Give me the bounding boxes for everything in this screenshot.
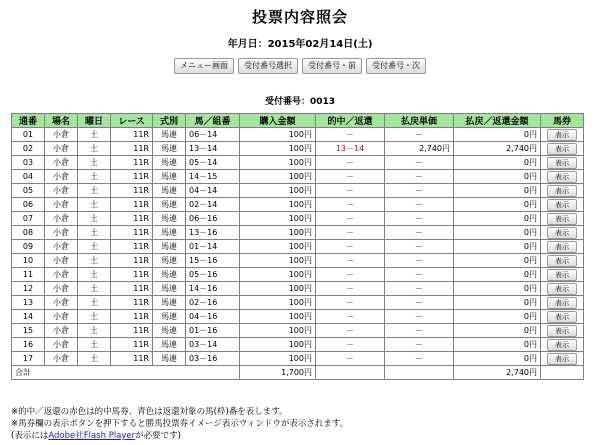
row-number: 09 [12, 240, 45, 254]
payout-cell: 0円 [454, 310, 541, 324]
column-header: 的中／返還 [316, 114, 385, 128]
amount-cell: 100円 [240, 296, 316, 310]
hit-cell: － [316, 352, 385, 366]
ticket-cell [541, 296, 584, 310]
bet-type-cell: 馬連 [153, 324, 186, 338]
row-number: 15 [12, 324, 45, 338]
unit-payout-cell: － [385, 156, 454, 170]
race-cell: 11R [111, 128, 153, 142]
amount-cell: 100円 [240, 352, 316, 366]
total-amount: 1,700円 [240, 366, 316, 380]
bet-type-cell: 馬連 [153, 282, 186, 296]
race-cell: 11R [111, 142, 153, 156]
table-row [12, 198, 584, 212]
day-cell: 土 [78, 170, 111, 184]
day-cell: 土 [78, 212, 111, 226]
hit-cell: － [316, 310, 385, 324]
menu-button[interactable]: メニュー画面 [174, 58, 234, 74]
race-cell: 11R [111, 310, 153, 324]
venue-cell: 小倉 [45, 156, 78, 170]
row-number: 08 [12, 226, 45, 240]
show-ticket-button[interactable]: 表示 [547, 213, 577, 225]
combo-cell: 04－16 [186, 310, 240, 324]
hit-cell: － [316, 128, 385, 142]
row-number: 13 [12, 296, 45, 310]
note-prefix: (表示には [11, 431, 49, 441]
unit-payout-cell: － [385, 170, 454, 184]
combo-cell: 13－14 [186, 142, 240, 156]
ticket-cell [541, 268, 584, 282]
ticket-cell [541, 184, 584, 198]
payout-cell: 0円 [454, 338, 541, 352]
show-ticket-button[interactable]: 表示 [547, 227, 577, 239]
race-cell: 11R [111, 198, 153, 212]
day-cell: 土 [78, 254, 111, 268]
payout-cell: 0円 [454, 156, 541, 170]
combo-cell: 02－16 [186, 296, 240, 310]
date-label: 年月日：2015年02月14日(土) [227, 39, 373, 50]
day-cell: 土 [78, 310, 111, 324]
column-header: 馬券 [541, 114, 584, 128]
day-cell: 土 [78, 338, 111, 352]
bet-type-cell: 馬連 [153, 352, 186, 366]
venue-cell: 小倉 [45, 352, 78, 366]
payout-cell: 0円 [454, 296, 541, 310]
column-header: 馬／組番 [186, 114, 240, 128]
unit-payout-cell: － [385, 324, 454, 338]
payout-cell: 0円 [454, 282, 541, 296]
column-header: 購入金額 [240, 114, 316, 128]
receipt-next-button[interactable]: 受付番号・次 [366, 58, 426, 74]
combo-cell: 05－14 [186, 156, 240, 170]
day-cell: 土 [78, 156, 111, 170]
table-row [12, 212, 584, 226]
table-row [12, 170, 584, 184]
day-cell: 土 [78, 268, 111, 282]
race-cell: 11R [111, 268, 153, 282]
column-header: 払戻／返還金額 [454, 114, 541, 128]
unit-payout-cell: － [385, 240, 454, 254]
venue-cell: 小倉 [45, 128, 78, 142]
amount-cell: 100円 [240, 156, 316, 170]
row-number: 14 [12, 310, 45, 324]
unit-payout-cell: － [385, 226, 454, 240]
column-header: 式別 [153, 114, 186, 128]
amount-cell: 100円 [240, 142, 316, 156]
show-ticket-button[interactable]: 表示 [547, 283, 577, 295]
venue-cell: 小倉 [45, 184, 78, 198]
show-ticket-button[interactable]: 表示 [547, 129, 577, 141]
combo-cell: 13－16 [186, 226, 240, 240]
bet-type-cell: 馬連 [153, 226, 186, 240]
amount-cell: 100円 [240, 170, 316, 184]
bet-type-cell: 馬連 [153, 240, 186, 254]
table-row [12, 282, 584, 296]
payout-cell: 0円 [454, 240, 541, 254]
hit-cell: － [316, 170, 385, 184]
payout-cell: 0円 [454, 212, 541, 226]
show-ticket-button[interactable]: 表示 [547, 241, 577, 253]
hit-cell: － [316, 296, 385, 310]
total-empty-cell [541, 366, 584, 380]
table-row [12, 268, 584, 282]
column-header: 通番 [12, 114, 45, 128]
column-header: 曜日 [78, 114, 111, 128]
combo-cell: 14－16 [186, 282, 240, 296]
row-number: 04 [12, 170, 45, 184]
row-number: 11 [12, 268, 45, 282]
unit-payout-cell: － [385, 254, 454, 268]
combo-cell: 06－16 [186, 212, 240, 226]
race-cell: 11R [111, 324, 153, 338]
page-title: 投票内容照会 [251, 8, 348, 26]
race-cell: 11R [111, 338, 153, 352]
unit-payout-cell: － [385, 296, 454, 310]
unit-payout-cell: － [385, 310, 454, 324]
table-row [12, 142, 584, 156]
ticket-cell [541, 226, 584, 240]
show-ticket-button[interactable]: 表示 [547, 171, 577, 183]
table-row [12, 296, 584, 310]
ticket-cell [541, 310, 584, 324]
race-cell: 11R [111, 282, 153, 296]
venue-cell: 小倉 [45, 310, 78, 324]
show-ticket-button[interactable]: 表示 [547, 255, 577, 267]
table-row [12, 240, 584, 254]
combo-cell: 03－14 [186, 338, 240, 352]
amount-cell: 100円 [240, 338, 316, 352]
bet-table [11, 113, 584, 380]
show-ticket-button[interactable]: 表示 [547, 311, 577, 323]
note-line-1: ※的中／返還の赤色は的中馬券、青色は返還対象の馬(枠)番を表します。 [11, 407, 288, 417]
hit-cell: － [316, 268, 385, 282]
hit-cell: － [316, 324, 385, 338]
column-header: 払戻単価 [385, 114, 454, 128]
ticket-cell [541, 240, 584, 254]
table-row [12, 352, 584, 366]
row-number: 03 [12, 156, 45, 170]
total-empty-cell [316, 366, 385, 380]
race-cell: 11R [111, 184, 153, 198]
unit-payout-cell: － [385, 128, 454, 142]
unit-payout-cell: － [385, 268, 454, 282]
row-number: 07 [12, 212, 45, 226]
total-label: 合計 [12, 366, 240, 380]
row-number: 05 [12, 184, 45, 198]
race-cell: 11R [111, 240, 153, 254]
day-cell: 土 [78, 184, 111, 198]
row-number: 16 [12, 338, 45, 352]
day-cell: 土 [78, 142, 111, 156]
combo-cell: 15－16 [186, 254, 240, 268]
column-header: レース [111, 114, 153, 128]
flash-player-link[interactable]: Adobe社Flash Player [48, 431, 136, 441]
nav-button-row [0, 58, 600, 74]
bet-type-cell: 馬連 [153, 170, 186, 184]
venue-cell: 小倉 [45, 282, 78, 296]
combo-cell: 01－14 [186, 240, 240, 254]
amount-cell: 100円 [240, 212, 316, 226]
hit-cell: － [316, 226, 385, 240]
unit-payout-cell: － [385, 352, 454, 366]
day-cell: 土 [78, 128, 111, 142]
venue-cell: 小倉 [45, 212, 78, 226]
ticket-cell [541, 282, 584, 296]
unit-payout-cell: － [385, 282, 454, 296]
bet-type-cell: 馬連 [153, 338, 186, 352]
amount-cell: 100円 [240, 268, 316, 282]
ticket-cell [541, 352, 584, 366]
combo-cell: 03－16 [186, 352, 240, 366]
table-row [12, 226, 584, 240]
race-cell: 11R [111, 254, 153, 268]
venue-cell: 小倉 [45, 170, 78, 184]
ticket-cell [541, 338, 584, 352]
race-cell: 11R [111, 352, 153, 366]
unit-payout-cell: － [385, 198, 454, 212]
venue-cell: 小倉 [45, 198, 78, 212]
hit-cell: 13－14 [316, 142, 385, 156]
payout-cell: 0円 [454, 324, 541, 338]
amount-cell: 100円 [240, 128, 316, 142]
venue-cell: 小倉 [45, 254, 78, 268]
show-ticket-button[interactable]: 表示 [547, 297, 577, 309]
race-cell: 11R [111, 212, 153, 226]
day-cell: 土 [78, 352, 111, 366]
day-cell: 土 [78, 198, 111, 212]
table-header-row [12, 114, 584, 128]
receipt-number: 受付番号：0013 [264, 97, 336, 107]
bet-type-cell: 馬連 [153, 212, 186, 226]
combo-cell: 02－14 [186, 198, 240, 212]
unit-payout-cell: 2,740円 [385, 142, 454, 156]
hit-cell: － [316, 282, 385, 296]
show-ticket-button[interactable]: 表示 [547, 339, 577, 351]
amount-cell: 100円 [240, 324, 316, 338]
payout-cell: 0円 [454, 198, 541, 212]
ticket-cell [541, 128, 584, 142]
bet-type-cell: 馬連 [153, 310, 186, 324]
payout-cell: 0円 [454, 226, 541, 240]
total-row [12, 366, 584, 380]
amount-cell: 100円 [240, 310, 316, 324]
table-row [12, 338, 584, 352]
show-ticket-button[interactable]: 表示 [547, 269, 577, 281]
day-cell: 土 [78, 226, 111, 240]
table-row [12, 310, 584, 324]
combo-cell: 04－14 [186, 184, 240, 198]
note-line-2: ※馬券欄の表示ボタンを押下すると勝馬投票券イメージ表示ウィンドウが表示されます。 [11, 419, 349, 429]
venue-cell: 小倉 [45, 226, 78, 240]
race-cell: 11R [111, 226, 153, 240]
amount-cell: 100円 [240, 240, 316, 254]
payout-cell: 0円 [454, 352, 541, 366]
table-row [12, 128, 584, 142]
receipt-select-button[interactable]: 受付番号選択 [238, 58, 298, 74]
bet-type-cell: 馬連 [153, 254, 186, 268]
show-ticket-button[interactable]: 表示 [547, 157, 577, 169]
venue-cell: 小倉 [45, 142, 78, 156]
venue-cell: 小倉 [45, 338, 78, 352]
row-number: 10 [12, 254, 45, 268]
payout-cell: 0円 [454, 128, 541, 142]
ticket-cell [541, 324, 584, 338]
race-cell: 11R [111, 296, 153, 310]
combo-cell: 06－14 [186, 128, 240, 142]
amount-cell: 100円 [240, 282, 316, 296]
bet-type-cell: 馬連 [153, 268, 186, 282]
bet-type-cell: 馬連 [153, 296, 186, 310]
unit-payout-cell: － [385, 338, 454, 352]
venue-cell: 小倉 [45, 324, 78, 338]
notes [11, 406, 348, 442]
total-payout: 2,740円 [454, 366, 541, 380]
ticket-cell [541, 254, 584, 268]
payout-cell: 0円 [454, 170, 541, 184]
row-number: 02 [12, 142, 45, 156]
ticket-cell [541, 156, 584, 170]
hit-cell: － [316, 156, 385, 170]
bet-type-cell: 馬連 [153, 156, 186, 170]
row-number: 17 [12, 352, 45, 366]
ticket-cell [541, 198, 584, 212]
hit-cell: － [316, 240, 385, 254]
payout-cell: 2,740円 [454, 142, 541, 156]
hit-cell: － [316, 338, 385, 352]
hit-cell: － [316, 184, 385, 198]
amount-cell: 100円 [240, 184, 316, 198]
venue-cell: 小倉 [45, 296, 78, 310]
day-cell: 土 [78, 324, 111, 338]
payout-cell: 0円 [454, 254, 541, 268]
day-cell: 土 [78, 240, 111, 254]
bet-type-cell: 馬連 [153, 198, 186, 212]
combo-cell: 01－16 [186, 324, 240, 338]
table-row [12, 184, 584, 198]
receipt-prev-button[interactable]: 受付番号・前 [302, 58, 362, 74]
venue-cell: 小倉 [45, 240, 78, 254]
race-cell: 11R [111, 156, 153, 170]
race-cell: 11R [111, 170, 153, 184]
show-ticket-button[interactable]: 表示 [547, 143, 577, 155]
show-ticket-button[interactable]: 表示 [547, 185, 577, 197]
row-number: 12 [12, 282, 45, 296]
show-ticket-button[interactable]: 表示 [547, 325, 577, 337]
day-cell: 土 [78, 296, 111, 310]
note-line-3 [11, 430, 348, 442]
hit-cell: － [316, 212, 385, 226]
table-row [12, 324, 584, 338]
payout-cell: 0円 [454, 268, 541, 282]
bet-type-cell: 馬連 [153, 184, 186, 198]
ticket-cell [541, 212, 584, 226]
hit-cell: － [316, 254, 385, 268]
bet-type-cell: 馬連 [153, 142, 186, 156]
table-row [12, 156, 584, 170]
amount-cell: 100円 [240, 198, 316, 212]
table-row [12, 254, 584, 268]
ticket-cell [541, 170, 584, 184]
row-number: 06 [12, 198, 45, 212]
show-ticket-button[interactable]: 表示 [547, 199, 577, 211]
combo-cell: 05－16 [186, 268, 240, 282]
note-suffix: が必要です) [135, 431, 181, 441]
amount-cell: 100円 [240, 226, 316, 240]
column-header: 場名 [45, 114, 78, 128]
payout-cell: 0円 [454, 184, 541, 198]
show-ticket-button[interactable]: 表示 [547, 353, 577, 365]
amount-cell: 100円 [240, 254, 316, 268]
unit-payout-cell: － [385, 212, 454, 226]
day-cell: 土 [78, 282, 111, 296]
total-empty-cell [385, 366, 454, 380]
hit-cell: － [316, 198, 385, 212]
venue-cell: 小倉 [45, 268, 78, 282]
combo-cell: 14－15 [186, 170, 240, 184]
bet-type-cell: 馬連 [153, 128, 186, 142]
row-number: 01 [12, 128, 45, 142]
unit-payout-cell: － [385, 184, 454, 198]
ticket-cell [541, 142, 584, 156]
